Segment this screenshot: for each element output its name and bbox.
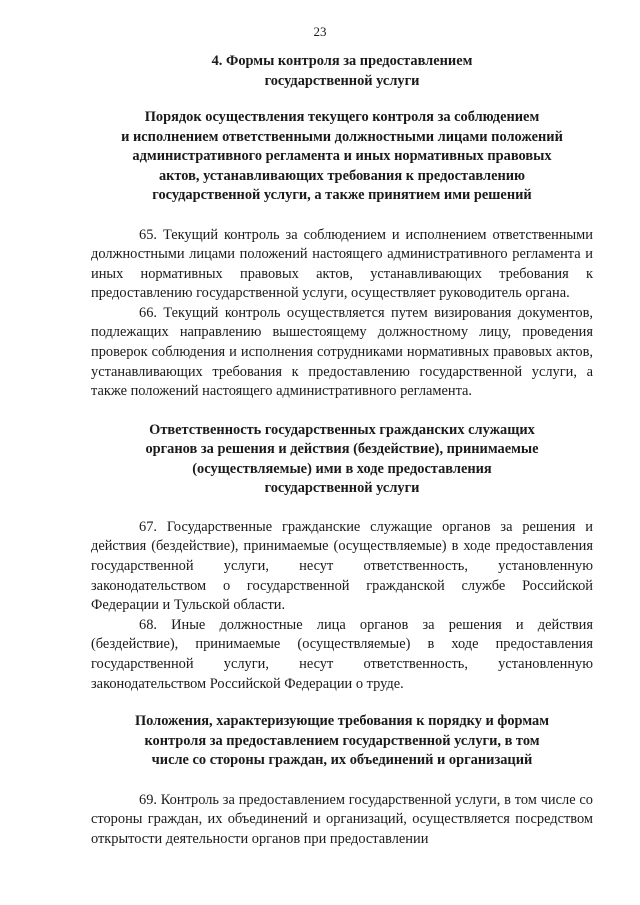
document-body — [91, 52, 593, 849]
section-title-line: 4. Формы контроля за предоставлением — [211, 53, 473, 69]
subsection-title-line: Положения, характеризующие требования к порядку и формам — [134, 713, 550, 730]
subsection-title-line: актов, устанавливающих требования к предоставлению — [158, 167, 526, 184]
subsection-title-current-control — [91, 108, 593, 206]
subsection-title-line: Порядок осуществления текущего контроля за соблюдением — [144, 109, 540, 125]
page-number: 23 — [313, 24, 327, 39]
subsection-title-control-requirements — [91, 712, 593, 771]
paragraph-67: 67. Государственные гражданские служащие органов за решения и действия (бездействие), принимаемые (осуществляемые) в ходе предоставления государственной услуги, несут ответственность, установленную законодательством о государственной гражданской службе Российской Федерации и Тульской области. — [91, 518, 593, 614]
subsection-title-line: государственной услуги, а также принятием ими решений — [152, 187, 532, 203]
subsection-title-responsibility — [91, 421, 593, 499]
subsection-title-line: Ответственность государственных гражданских служащих — [149, 421, 535, 438]
subsection-title-line: административного регламента и иных нормативных правовых — [132, 148, 552, 164]
section-title-line: государственной услуги — [264, 72, 420, 89]
subsection-title-line: (осуществляемые) ими в ходе предоставления — [192, 460, 492, 477]
subsection-title-line: государственной услуги — [264, 480, 420, 497]
section-title — [91, 52, 593, 91]
paragraph-66: 66. Текущий контроль осуществляется путем визирования документов, подлежащих направлению вышестоящему должностному лицу, проведения проверок соблюдения и исполнения сотрудниками нормативных правовых актов, устанавливающих требования к предоставлению государственной услуги, а также положений настоящего административного регламента. — [91, 304, 593, 400]
subsection-title-line: числе со стороны граждан, их объединений и организаций — [151, 752, 533, 769]
subsection-title-line: контроля за предоставлением государственной услуги, в том — [144, 732, 540, 749]
subsection-title-line: органов за решения и действия (бездействие), принимаемые — [145, 441, 539, 458]
subsection-title-line: и исполнением ответственными должностными лицами положений — [121, 128, 563, 145]
paragraph-68: 68. Иные должностные лица органов за решения и действия (бездействие), принимаемые (осуществляемые) в ходе предоставления государственной услуги, несут ответственность, установленную законодательством Российской Федерации о труде. — [91, 616, 593, 692]
paragraph-65: 65. Текущий контроль за соблюдением и исполнением ответственными должностными лицами положений настоящего административного регламента и иных нормативных правовых актов, устанавливающих требования к предоставлению государственной услуги, осуществляет руководитель органа. — [91, 226, 593, 302]
paragraph-69: 69. Контроль за предоставлением государственной услуги, в том числе со стороны граждан, их объединений и организаций, осуществляется посредством открытости деятельности органов при предоставлении — [91, 791, 593, 847]
